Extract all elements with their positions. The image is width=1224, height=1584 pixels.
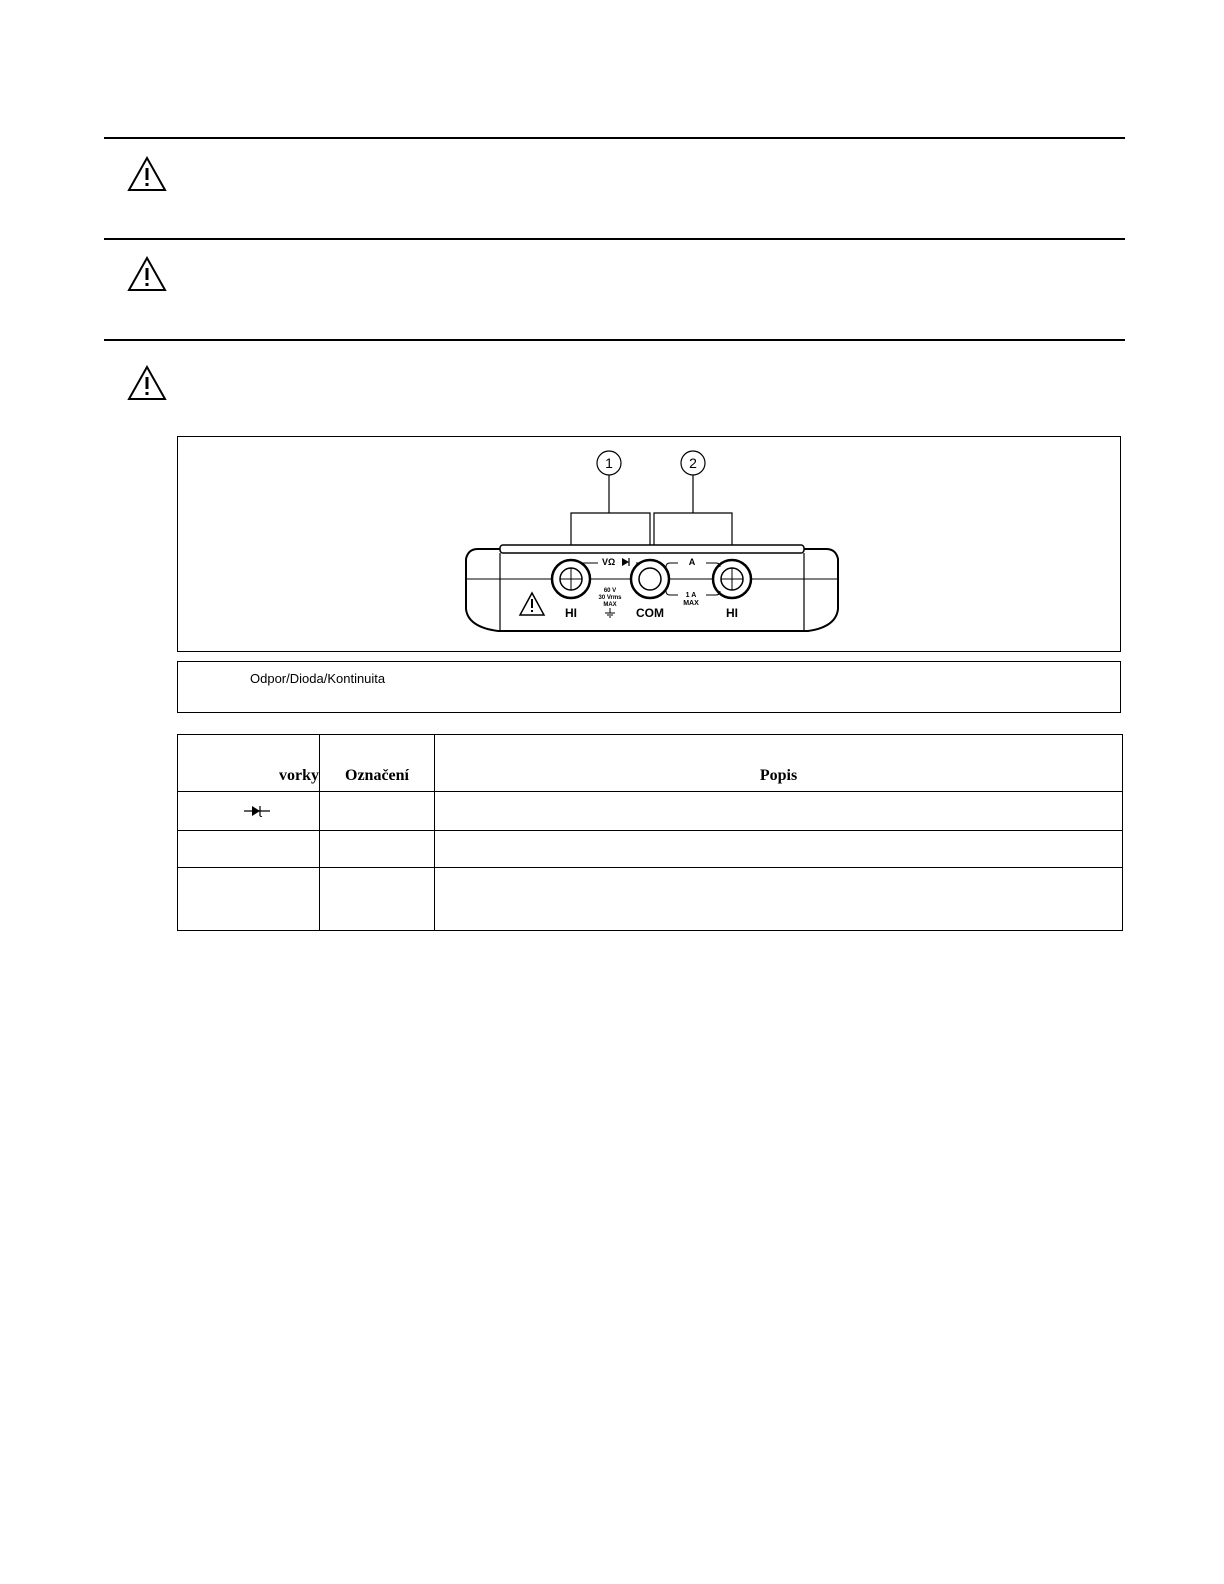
connector-figure (177, 436, 1121, 652)
rating-left-2: 30 Vrms (598, 595, 622, 601)
warning-icon (127, 156, 167, 192)
callout-2: 2 (689, 455, 697, 471)
label-vohm: VΩ (602, 557, 616, 567)
divider-3 (104, 339, 1125, 341)
cell-terminal (178, 831, 320, 868)
cell-description (435, 792, 1123, 831)
divider-2 (104, 238, 1125, 240)
cell-marking (320, 868, 435, 931)
header-marking: Označení (320, 735, 435, 792)
label-amps: A (688, 557, 696, 567)
warning-icon (127, 256, 167, 292)
table-row (178, 868, 1123, 931)
callout-1: 1 (605, 455, 613, 471)
cell-description (435, 868, 1123, 931)
cell-terminal (178, 868, 320, 931)
warning-icon (127, 365, 167, 401)
rating-left-3: MAX (603, 602, 617, 608)
divider-1 (104, 137, 1125, 139)
table-row (178, 831, 1123, 868)
legend-item-1: Odpor/Dioda/Kontinuita (250, 671, 386, 686)
label-com: COM (636, 606, 664, 620)
rating-left-1: 60 V (603, 588, 617, 594)
table-row (178, 792, 1123, 831)
cell-marking (320, 792, 435, 831)
jack-com (631, 560, 669, 598)
cell-terminal (178, 792, 320, 831)
connector-panel-drawing (178, 437, 1122, 653)
cell-marking (320, 831, 435, 868)
figure-legend (177, 661, 1121, 713)
header-terminals: vorky (178, 735, 320, 792)
terminal-table (177, 734, 1123, 931)
cell-description (435, 831, 1123, 868)
label-hi-right: HI (726, 606, 738, 620)
rating-right-2: MAX (683, 600, 699, 607)
diode-icon (244, 805, 270, 817)
table-header-row (178, 735, 1123, 792)
header-description: Popis (435, 735, 1123, 792)
label-hi-left: HI (565, 606, 577, 620)
rating-right-1: 1 A (685, 592, 697, 599)
